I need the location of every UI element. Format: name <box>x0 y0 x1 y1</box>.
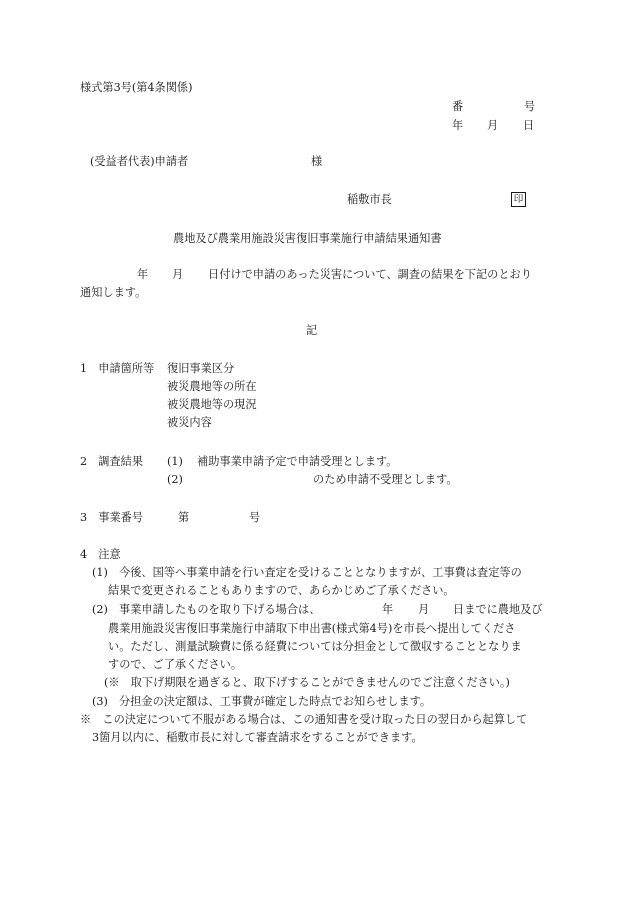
section2-item2-text: のため申請不受理とします。 <box>313 473 458 486</box>
section1-item: 被災農地等の現況 <box>167 398 257 411</box>
section1-item: 復旧事業区分 <box>167 362 235 375</box>
footer-line1: ※ この決定について不服がある場合は、この通知書を受け取った日の翌日から起算して <box>80 713 528 726</box>
section3-dai: 第 <box>178 511 190 524</box>
ki-heading: 記 <box>306 324 318 337</box>
intro-month: 月 <box>172 268 184 281</box>
recipient-honorific: 様 <box>311 155 323 168</box>
section2-item1-no: (1) <box>167 455 183 468</box>
footer-line2: 3箇月以内に、稲敷市長に対して審査請求をすることができます。 <box>92 731 423 744</box>
section3-go: 号 <box>249 511 261 524</box>
sender-name: 稲敷市長 <box>347 193 392 206</box>
intro-line2: 通知します。 <box>80 286 147 299</box>
header-year: 年 <box>452 119 464 132</box>
intro-year: 年 <box>137 268 149 281</box>
header-go: 号 <box>524 100 536 113</box>
note2-line1b: 日までに農地及び <box>453 603 543 616</box>
section2-item1-text: 補助事業申請予定で申請受理とします。 <box>197 455 398 468</box>
section2-label: 2 調査結果 <box>80 455 144 468</box>
document-title: 農地及び農業用施設災害復旧事業施行申請結果通知書 <box>173 232 442 245</box>
section2-item2-no: (2) <box>167 473 183 486</box>
note2-line1a: (2) 事業申請したものを取り下げる場合は、 <box>92 603 321 616</box>
note1-line1: (1) 今後、国等へ事業申請を行い査定を受けることとなりますが、工事費は査定等の <box>92 566 522 579</box>
note1-line2: 結果で変更されることもありますので、あらかじめご了承ください。 <box>108 584 455 597</box>
header-day: 日 <box>523 119 535 132</box>
note2-year: 年 <box>382 603 394 616</box>
section1-label: 1 申請箇所等 <box>80 362 155 375</box>
note2-line3: い。ただし、測量試験費に係る経費については分担金として徴収することとなりま <box>108 640 522 653</box>
note2-caution: (※ 取下げ期限を過ぎると、取下げすることができませんのでご注意ください。) <box>104 676 510 689</box>
intro-line1: 日付けで申請のあった災害について、調査の結果を下記のとおり <box>208 268 532 281</box>
header-month: 月 <box>487 119 499 132</box>
recipient-label: (受益者代表)申請者 <box>90 155 189 168</box>
header-ban: 番 <box>452 100 464 113</box>
seal-mark: 印 <box>511 192 526 207</box>
section3-label: 3 事業番号 <box>80 511 144 524</box>
section1-item: 被災内容 <box>167 416 212 429</box>
form-number: 様式第3号(第4条関係) <box>80 81 193 94</box>
note2-month: 月 <box>418 603 430 616</box>
note2-line2: 農業用施設災害復旧事業施行申請取下申出書(様式第4号)を市長へ提出してくださ <box>108 622 516 635</box>
section4-label: 4 注意 <box>80 548 121 561</box>
section1-item: 被災農地等の所在 <box>167 380 257 393</box>
note2-line4: すので、ご了承ください。 <box>108 658 243 671</box>
note3: (3) 分担金の決定額は、工事費が確定した時点でお知らせします。 <box>92 695 432 708</box>
